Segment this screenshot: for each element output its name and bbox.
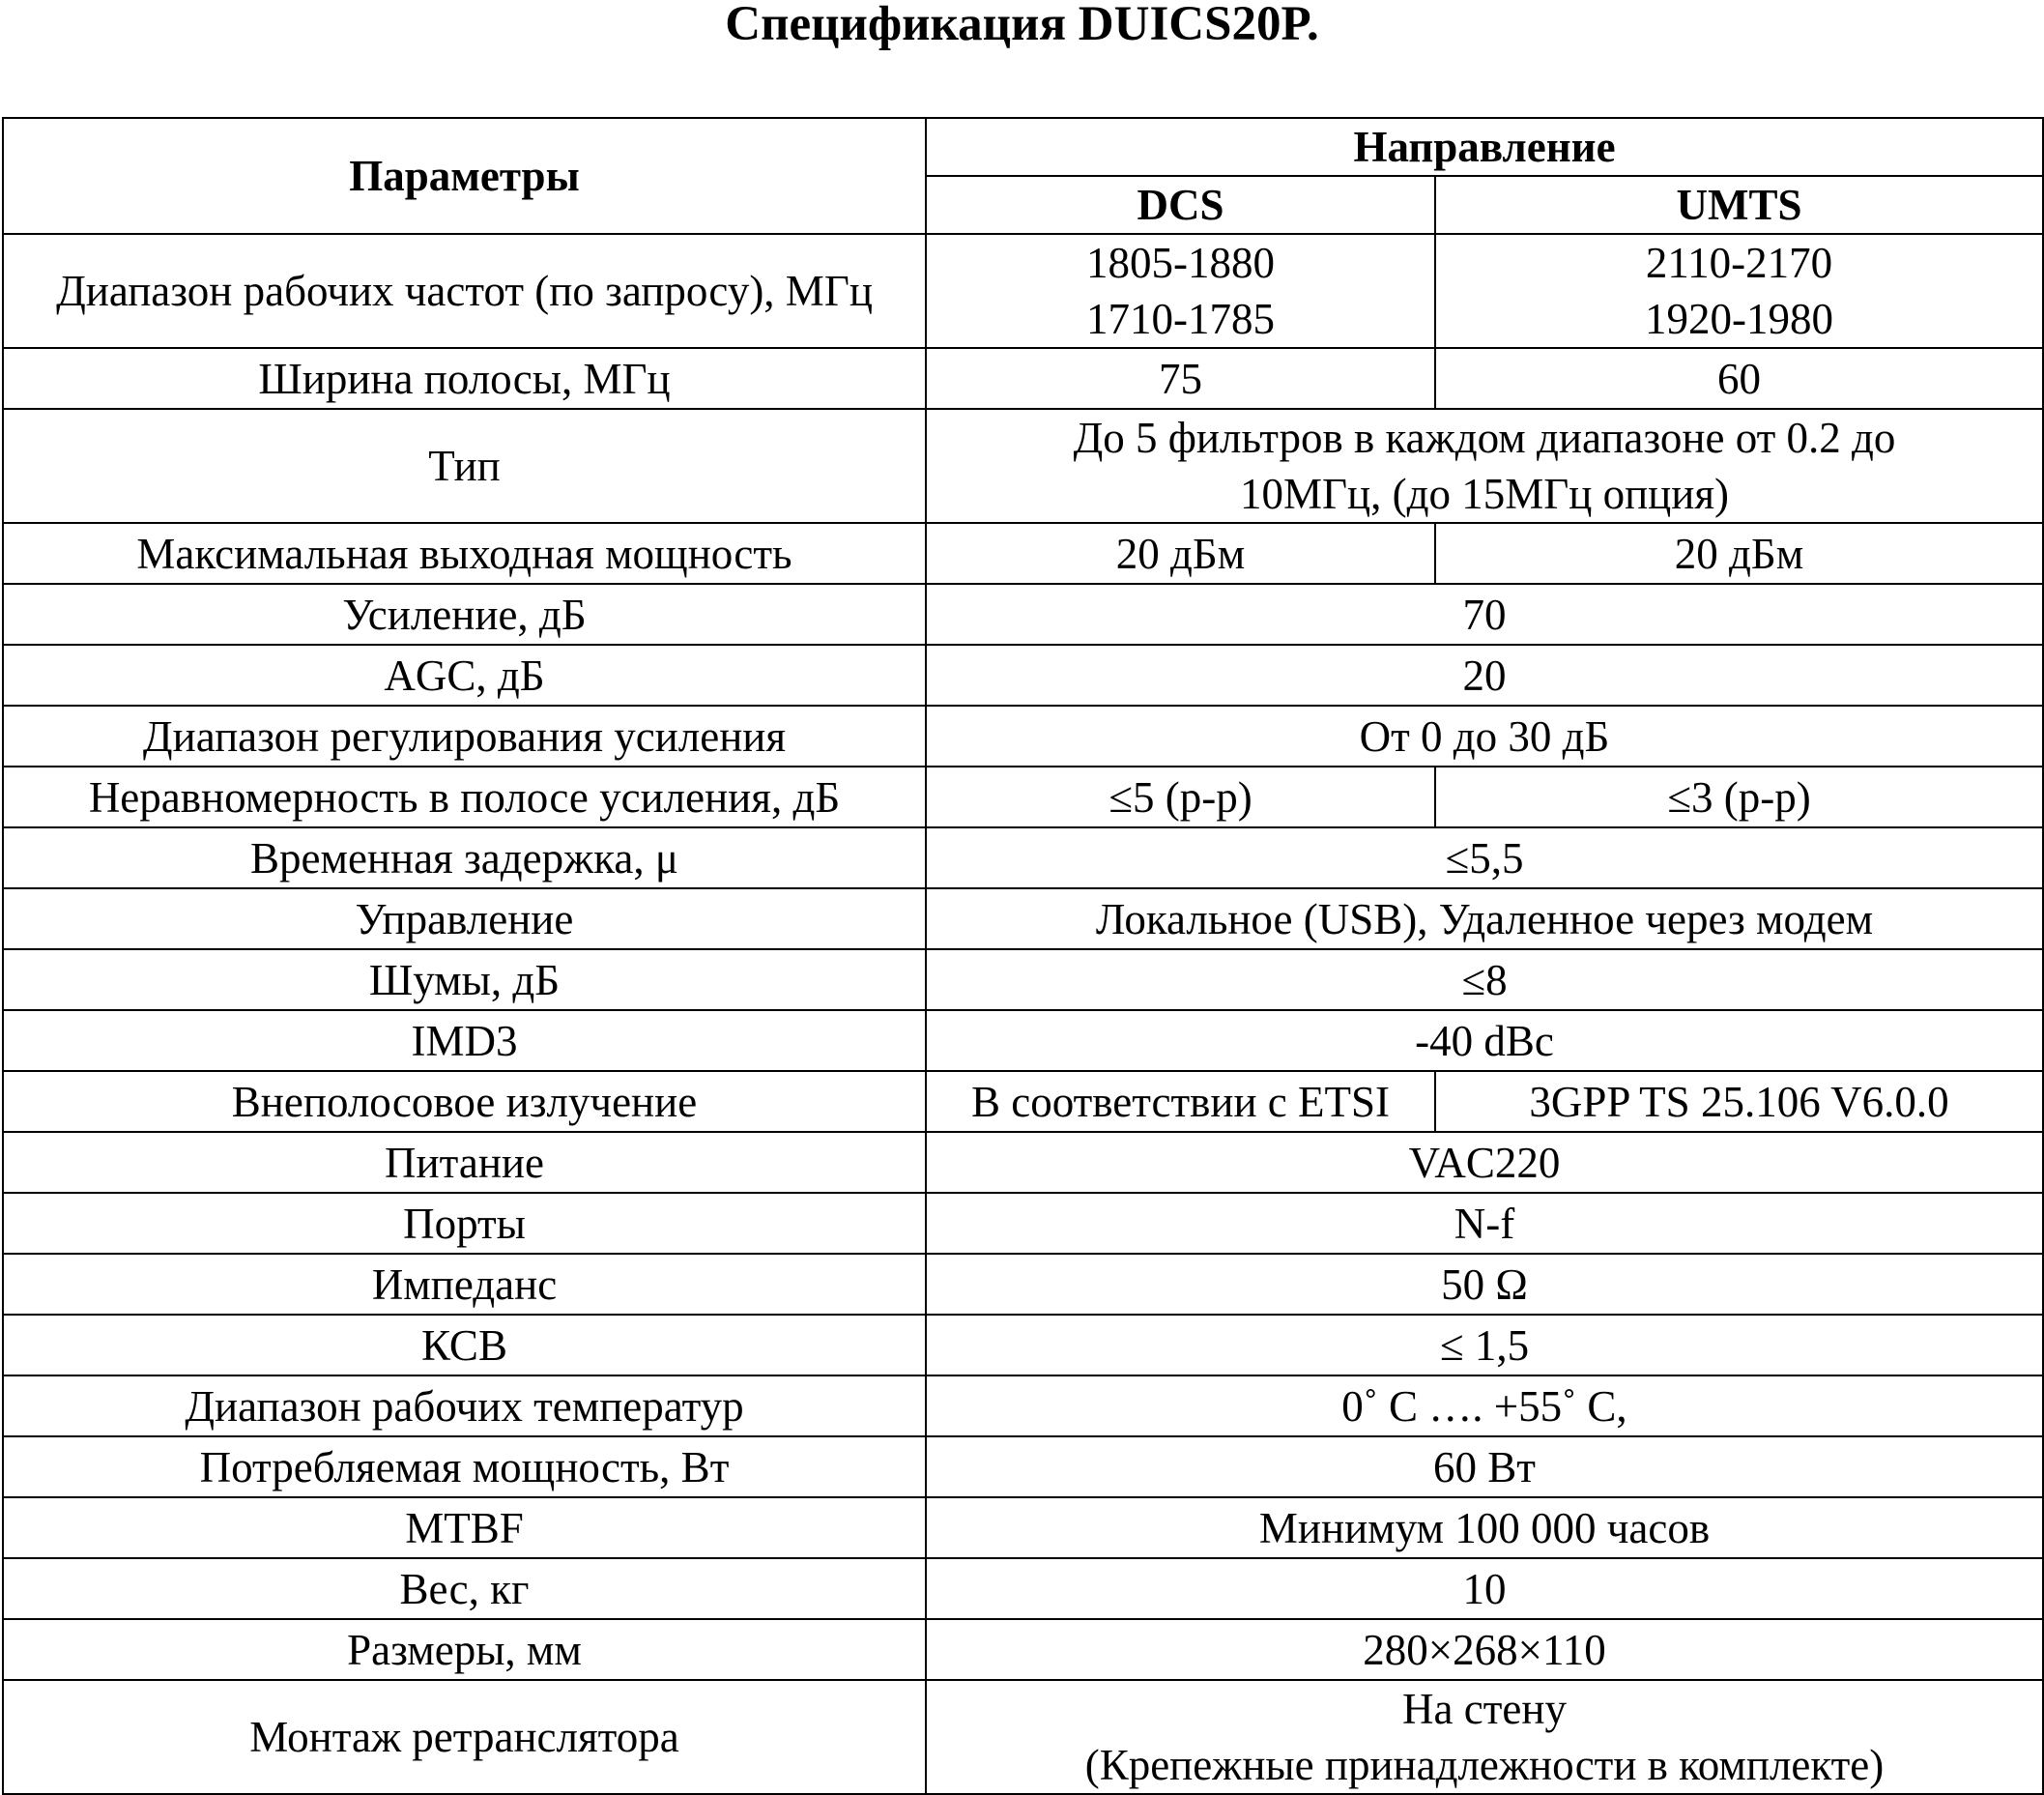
param-cell: КСВ — [3, 1315, 926, 1375]
umts-value-cell: 60 — [1435, 348, 2043, 409]
value-cell: ≤8 — [926, 949, 2043, 1010]
value-cell: Минимум 100 000 часов — [926, 1497, 2043, 1558]
header-parameters: Параметры — [3, 118, 926, 234]
param-cell: Диапазон рабочих температур — [3, 1375, 926, 1436]
dcs-value-line: 1710-1785 — [1086, 295, 1275, 343]
value-cell: ≤ 1,5 — [926, 1315, 2043, 1375]
value-cell: 0˚ C …. +55˚ C, — [926, 1375, 2043, 1436]
value-line: До 5 фильтров в каждом диапазоне от 0.2 до — [1073, 414, 1896, 462]
dcs-value-line: 1805-1880 — [1086, 239, 1275, 287]
table-row — [3, 767, 2043, 827]
table-row — [3, 1315, 2043, 1375]
table-row — [3, 409, 2043, 523]
header-umts: UMTS — [1435, 176, 2043, 234]
value-cell: VAC220 — [926, 1132, 2043, 1193]
param-cell: Диапазон рабочих частот (по запросу), МГц — [3, 234, 926, 348]
value-line: 10МГц, (до 15МГц опция) — [1239, 470, 1730, 518]
dcs-value-cell — [926, 234, 1435, 348]
umts-value-cell: 20 дБм — [1435, 523, 2043, 584]
value-cell: 70 — [926, 584, 2043, 645]
table-row — [3, 1619, 2043, 1680]
param-cell: Усиление, дБ — [3, 584, 926, 645]
umts-value-cell — [1435, 234, 2043, 348]
table-row — [3, 1680, 2043, 1794]
header-direction: Направление — [926, 118, 2043, 176]
param-cell: Импеданс — [3, 1254, 926, 1315]
value-cell: ≤5,5 — [926, 827, 2043, 888]
dcs-value-cell: В соответствии с ETSI — [926, 1071, 1435, 1132]
param-cell: Размеры, мм — [3, 1619, 926, 1680]
header-dcs: DCS — [926, 176, 1435, 234]
table-row — [3, 827, 2043, 888]
specification-table — [2, 117, 2044, 1795]
param-cell: Шумы, дБ — [3, 949, 926, 1010]
param-cell: Тип — [3, 409, 926, 523]
table-row — [3, 1193, 2043, 1254]
value-cell: 20 — [926, 645, 2043, 706]
umts-value-line: 1920-1980 — [1645, 295, 1833, 343]
value-line: На стену — [1402, 1685, 1567, 1733]
param-cell: MTBF — [3, 1497, 926, 1558]
value-cell: 280×268×110 — [926, 1619, 2043, 1680]
table-row — [3, 645, 2043, 706]
param-cell: Неравномерность в полосе усиления, дБ — [3, 767, 926, 827]
table-row — [3, 1010, 2043, 1071]
param-cell: IMD3 — [3, 1010, 926, 1071]
value-cell: 10 — [926, 1558, 2043, 1619]
table-row — [3, 1071, 2043, 1132]
value-cell: От 0 до 30 дБ — [926, 706, 2043, 767]
value-cell: Локальное (USB), Удаленное через модем — [926, 888, 2043, 949]
value-cell: -40 dBc — [926, 1010, 2043, 1071]
table-row — [3, 1254, 2043, 1315]
param-cell: Питание — [3, 1132, 926, 1193]
umts-value-cell: 3GPP TS 25.106 V6.0.0 — [1435, 1071, 2043, 1132]
table-row — [3, 523, 2043, 584]
value-cell: 50 Ω — [926, 1254, 2043, 1315]
value-cell — [926, 1680, 2043, 1794]
param-cell: Потребляемая мощность, Вт — [3, 1436, 926, 1497]
value-cell: N-f — [926, 1193, 2043, 1254]
param-cell: Внеполосовое излучение — [3, 1071, 926, 1132]
umts-value-cell: ≤3 (p-p) — [1435, 767, 2043, 827]
param-cell: AGC, дБ — [3, 645, 926, 706]
value-cell — [926, 409, 2043, 523]
table-row — [3, 1436, 2043, 1497]
table-row — [3, 706, 2043, 767]
dcs-value-cell: 75 — [926, 348, 1435, 409]
dcs-value-cell: 20 дБм — [926, 523, 1435, 584]
table-row — [3, 584, 2043, 645]
param-cell: Управление — [3, 888, 926, 949]
table-row — [3, 1132, 2043, 1193]
page-title: Спецификация DUICS20P. — [725, 0, 1319, 51]
param-cell: Вес, кг — [3, 1558, 926, 1619]
param-cell: Ширина полосы, МГц — [3, 348, 926, 409]
table-row — [3, 1497, 2043, 1558]
param-cell: Временная задержка, μ — [3, 827, 926, 888]
table-row — [3, 348, 2043, 409]
value-line: (Крепежные принадлежности в комплекте) — [1084, 1741, 1885, 1789]
param-cell: Диапазон регулирования усиления — [3, 706, 926, 767]
param-cell: Порты — [3, 1193, 926, 1254]
umts-value-line: 2110-2170 — [1645, 239, 1833, 287]
param-cell: Монтаж ретранслятора — [3, 1680, 926, 1794]
table-row — [3, 1375, 2043, 1436]
table-row — [3, 888, 2043, 949]
table-header-row — [3, 118, 2043, 176]
dcs-value-cell: ≤5 (p-p) — [926, 767, 1435, 827]
table-row — [3, 234, 2043, 348]
param-cell: Максимальная выходная мощность — [3, 523, 926, 584]
table-row — [3, 1558, 2043, 1619]
value-cell: 60 Вт — [926, 1436, 2043, 1497]
table-row — [3, 949, 2043, 1010]
